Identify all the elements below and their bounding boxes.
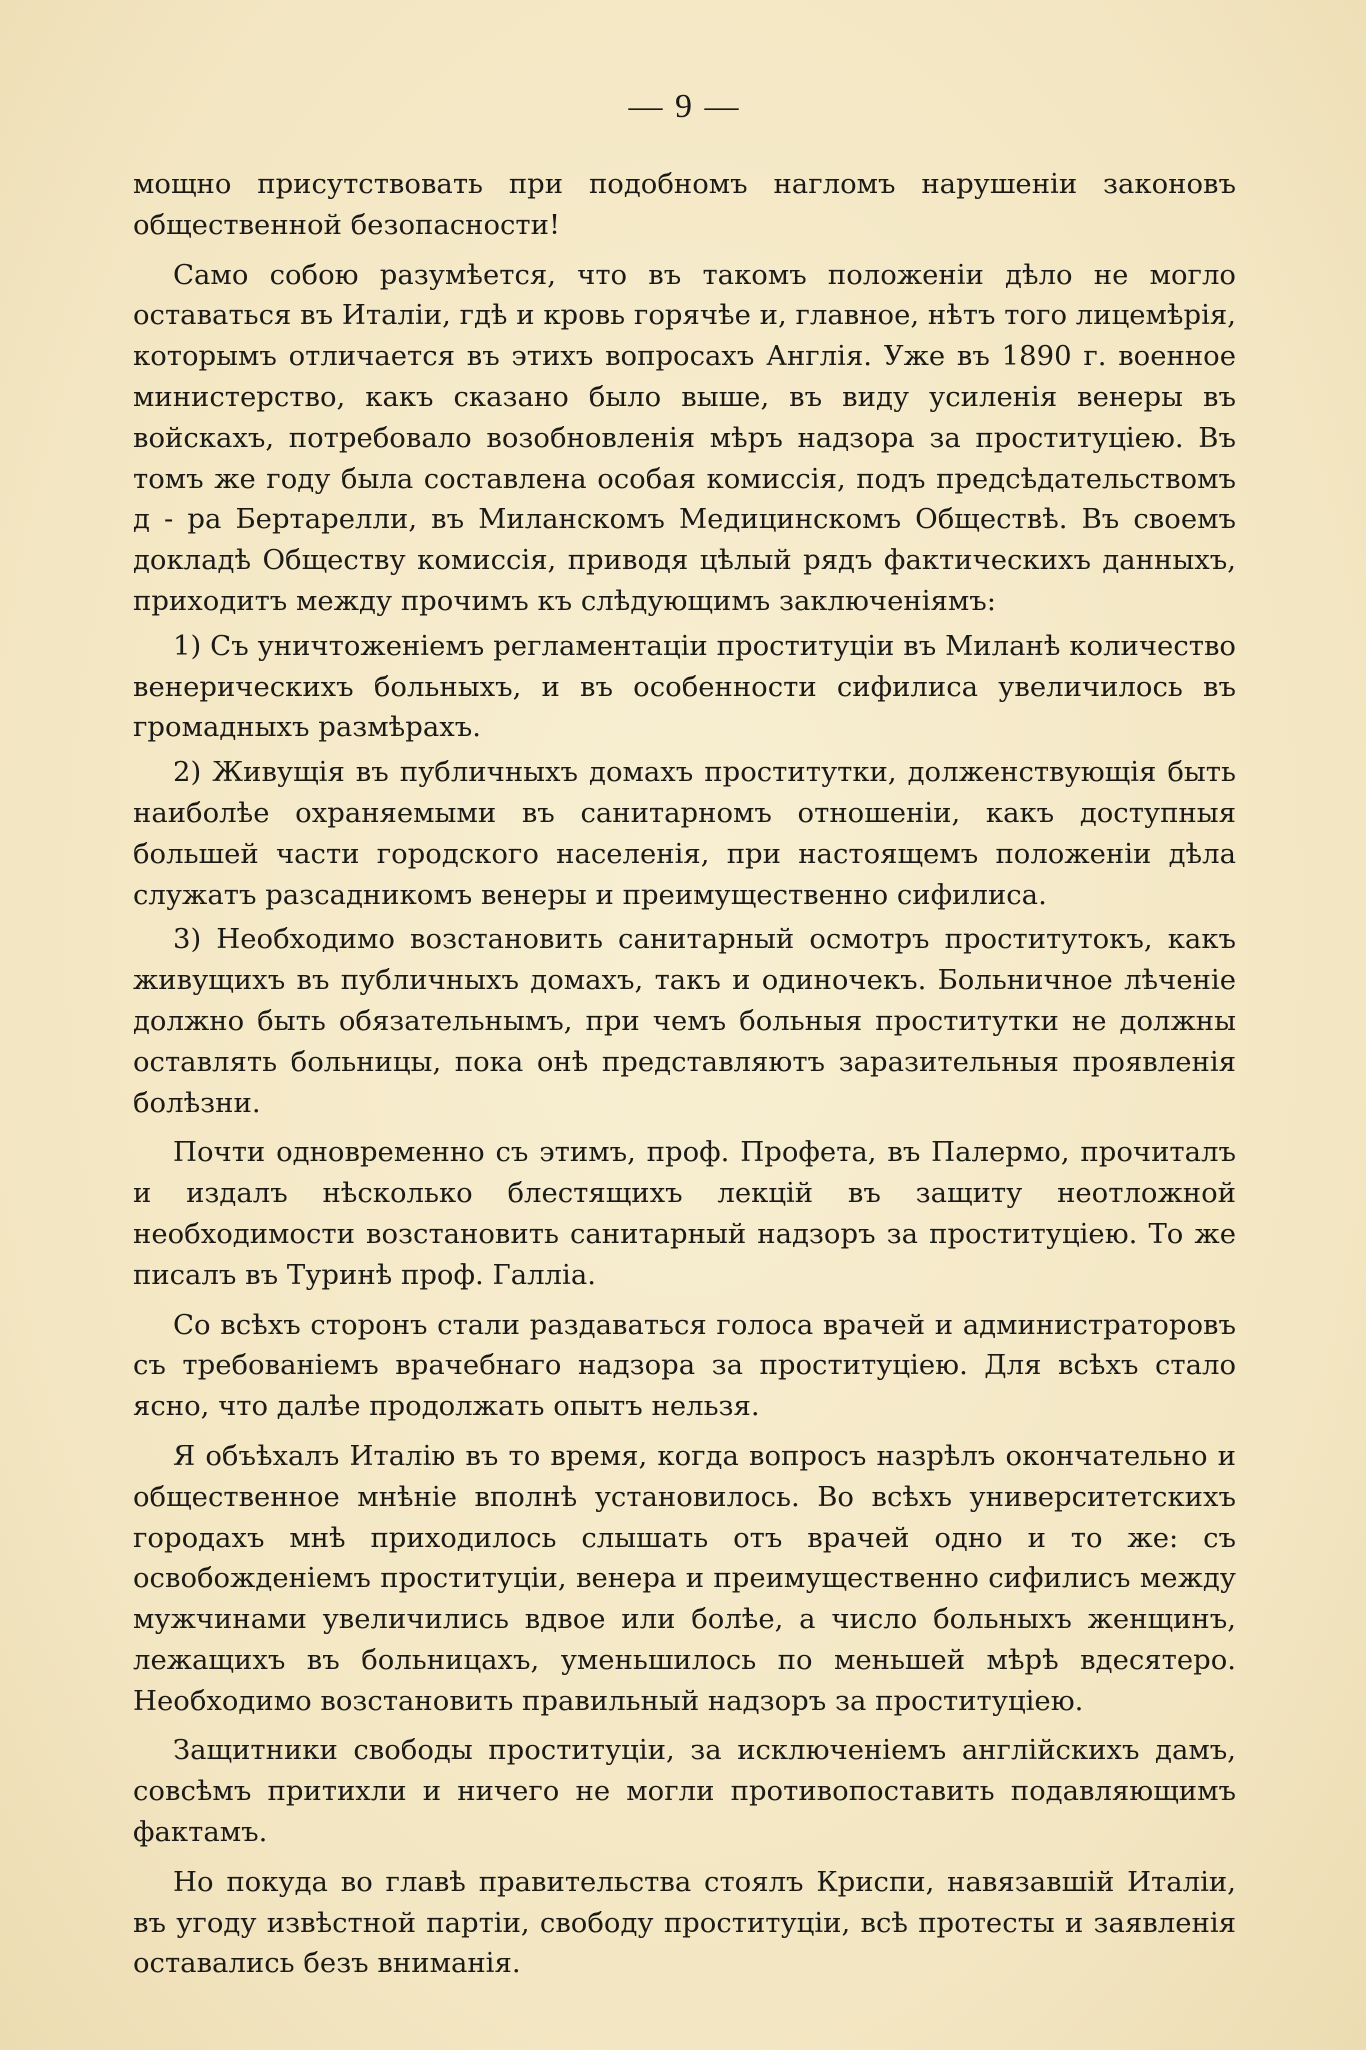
paragraph: Со всѣхъ сторонъ стали раздаваться голоса врачей и администраторовъ съ требованiемъ врачебнаго надзора за проституцiею. Для всѣхъ стало ясно, что далѣе продолжать опытъ нельзя. [133, 1308, 1236, 1423]
paragraph: Я объѣхалъ Италiю въ то время, когда вопросъ назрѣлъ окончательно и общественное мнѣнiе вполнѣ установилось. Во всѣхъ университетскихъ городахъ мнѣ приходилось слышать отъ врачей одно и то же: съ освобожденiемъ проституцiи, венера и преимущественно сифилисъ между мужчинами увеличились вдвое или болѣе, а число больныхъ женщинъ, лежащихъ въ больницахъ, уменьшилось по меньшей мѣрѣ вдесятеро. Необходимо возстановить правильный надзоръ за проституцiею. [133, 1439, 1236, 1717]
paragraph: 3) Необходимо возстановить санитарный осмотръ проститутокъ, какъ живущихъ въ публичныхъ домахъ, такъ и одиночекъ. Больничное лѣченiе должно быть обязательнымъ, при чемъ больныя проститутки не должны оставлять больницы, пока онѣ представляютъ заразительныя проявленiя болѣзни. [133, 923, 1236, 1119]
paragraph: 1) Съ уничтоженiемъ регламентацiи проституцiи въ Миланѣ количество венерическихъ больныхъ, и въ особенности сифилиса увеличилось въ громадныхъ размѣрахъ. [133, 629, 1236, 744]
paragraph: мощно присутствовать при подобномъ нагломъ нарушенiи законовъ общественной безопасности! [133, 168, 1236, 241]
paragraph: Защитники свободы проституцiи, за исключенiемъ англiйскихъ дамъ, совсѣмъ притихли и ничего не могли противопоставить подавляющимъ фактамъ. [133, 1734, 1236, 1849]
paragraph: Само собою разумѣется, что въ такомъ положенiи дѣло не могло оставаться въ Италiи, гдѣ и кровь горячѣе и, главное, нѣтъ того лицемѣрiя, которымъ отличается въ этихъ вопросахъ Англiя. Уже въ 1890 г. военное министерство, какъ сказано было выше, въ виду усиленiя венеры въ войскахъ, потребовало возобновленiя мѣръ надзора за проституцiею. Въ томъ же году была составлена особая комиссiя, подъ предсѣдательствомъ д - ра Бертарелли, въ Миланскомъ Медицинскомъ Обществѣ. Въ своемъ докладѣ Обществу комиссiя, приводя цѣлый рядъ фактическихъ данныхъ, приходитъ между прочимъ къ слѣдующимъ заключенiямъ: [133, 258, 1236, 617]
body-text [133, 164, 1236, 1984]
paragraph: 2) Живущiя въ публичныхъ домахъ проститутки, долженствующiя быть наиболѣе охраняемыми въ санитарномъ отношенiи, какъ доступныя большей части городского населенiя, при настоящемъ положенiи дѣла служатъ разсадникомъ венеры и преимущественно сифилиса. [133, 756, 1236, 911]
paragraph: Но покуда во главѣ правительства стоялъ Криспи, навязавшiй Италiи, въ угоду извѣстной партiи, свободу проституцiи, всѣ протесты и заявленiя оставались безъ вниманiя. [133, 1865, 1236, 1980]
paragraph: Почти одновременно съ этимъ, проф. Профета, въ Палермо, прочиталъ и издалъ нѣсколько блестящихъ лекцiй въ защиту неотложной необходимости возстановить санитарный надзоръ за проституцiею. То же писалъ въ Туринѣ проф. Галлiа. [133, 1136, 1236, 1291]
page-number: — 9 — [628, 88, 741, 125]
